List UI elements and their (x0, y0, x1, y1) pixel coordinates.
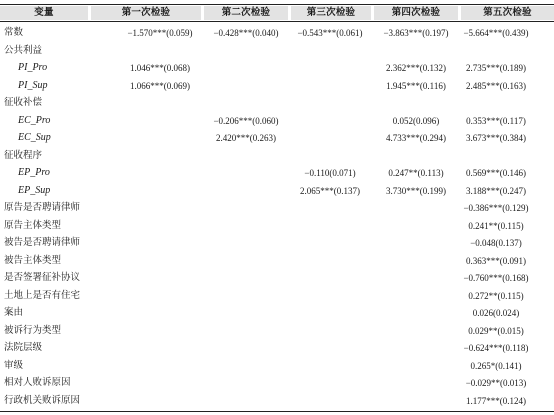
coef-cell-test-5: 3.673***(0.384) (466, 133, 526, 143)
table-row (0, 77, 554, 95)
coef-cell-test-2: −0.206***(0.060) (213, 115, 279, 126)
coef-cell-test-1 (110, 269, 210, 287)
coef-cell-test-3: 2.065***(0.137) (300, 185, 360, 196)
row-label: 原告主体类型 (4, 219, 62, 231)
coef-cell-test-2: −0.428***(0.040) (213, 28, 279, 38)
coef-cell-test-3 (280, 252, 380, 270)
coef-cell-test-4: 2.362***(0.132) (386, 63, 446, 73)
coef-cell-test-1 (110, 287, 210, 305)
coef-cell-test-1 (110, 357, 210, 375)
coef-cell-test-2: 2.420***(0.263) (216, 133, 276, 143)
coef-cell-test-5: 0.241**(0.115) (468, 220, 524, 231)
coef-cell-test-1 (110, 234, 210, 252)
coef-cell-test-3 (280, 269, 380, 287)
table-row (0, 147, 554, 165)
table-row (0, 182, 554, 200)
coef-cell-test-5: 2.485***(0.163) (466, 80, 526, 91)
row-label: 法院层级 (4, 342, 43, 353)
coef-cell-test-5: 2.735***(0.189) (466, 63, 526, 73)
coef-cell-test-5: 0.029**(0.015) (468, 325, 524, 336)
row-label: 审级 (4, 359, 24, 371)
coef-cell-test-1: 1.046***(0.068) (130, 63, 190, 73)
bottom-rule (0, 411, 554, 412)
table-row (0, 112, 554, 130)
header-test-2: 第二次检验 (204, 6, 288, 20)
coef-cell-test-3 (280, 357, 380, 375)
row-label: 案由 (4, 307, 24, 318)
header-rule (0, 21, 554, 22)
coef-cell-test-1 (110, 199, 210, 217)
table-row (0, 59, 554, 77)
coef-cell-test-5: −0.386***(0.129) (463, 203, 529, 213)
coef-cell-test-5: 0.353***(0.117) (466, 115, 526, 126)
row-label: 土地上是否有住宅 (4, 289, 81, 301)
table-row (0, 94, 554, 112)
coef-cell-test-5: 0.026(0.024) (472, 308, 520, 318)
row-sublabel: PI_Pro (18, 62, 48, 73)
table-row (0, 129, 554, 147)
row-label: 是否签署征补协议 (4, 272, 81, 283)
table-row (0, 269, 554, 287)
row-sublabel: PI_Sup (18, 79, 48, 91)
row-label: 行政机关败诉原因 (4, 394, 81, 406)
table-row (0, 252, 554, 270)
coef-cell-test-4: 1.945***(0.116) (386, 80, 446, 91)
table-row (0, 217, 554, 235)
table-row (0, 357, 554, 375)
table-row (0, 304, 554, 322)
coef-cell-test-1 (110, 112, 210, 130)
coef-cell-test-5: −0.760***(0.168) (463, 273, 529, 283)
coef-cell-test-3 (280, 129, 380, 147)
table-row (0, 374, 554, 392)
table-row (0, 164, 554, 182)
coef-cell-test-1: −1.570***(0.059) (127, 28, 193, 38)
coef-cell-test-1 (110, 339, 210, 357)
coef-cell-test-1: 1.066***(0.069) (130, 80, 190, 91)
coef-cell-test-5: 0.363***(0.091) (466, 255, 526, 266)
coef-cell-test-3 (280, 304, 380, 322)
coef-cell-test-3 (280, 217, 380, 235)
row-label: 原告是否聘请律师 (4, 202, 81, 213)
table-row (0, 339, 554, 357)
table-row (0, 392, 554, 410)
coef-cell-test-5 (446, 94, 546, 112)
table-row (0, 234, 554, 252)
coef-cell-test-1 (110, 94, 210, 112)
coef-cell-test-1 (110, 147, 210, 165)
coef-cell-test-3: −0.543***(0.061) (297, 28, 363, 38)
top-rule (0, 4, 554, 5)
coef-cell-test-4: 3.730***(0.199) (386, 185, 446, 196)
coef-cell-test-1 (110, 164, 210, 182)
coef-cell-test-5: 3.188***(0.247) (466, 185, 526, 196)
row-label: 常数 (4, 27, 24, 38)
coef-cell-test-1 (110, 182, 210, 200)
header-test-1: 第一次检验 (91, 6, 201, 20)
header-test-3: 第三次检验 (291, 6, 371, 20)
row-sublabel: EP_Sup (18, 184, 51, 196)
coef-cell-test-5: −0.624***(0.118) (463, 343, 529, 353)
coef-cell-test-1 (110, 252, 210, 270)
coef-cell-test-1 (110, 129, 210, 147)
coef-cell-test-3 (280, 287, 380, 305)
coef-cell-test-1 (110, 217, 210, 235)
row-label: 征收补偿 (4, 97, 43, 108)
coef-cell-test-5: 0.265*(0.141) (470, 360, 522, 371)
coef-cell-test-1 (110, 304, 210, 322)
coef-cell-test-5 (446, 42, 546, 60)
coef-cell-test-5: −5.664***(0.439) (463, 28, 529, 38)
row-sublabel: EC_Pro (18, 114, 51, 126)
coef-cell-test-3 (280, 42, 380, 60)
coef-cell-test-3 (280, 339, 380, 357)
coef-cell-test-5: 0.272**(0.115) (468, 290, 524, 301)
coef-cell-test-3 (280, 59, 380, 77)
coef-cell-test-5: 1.177***(0.124) (466, 395, 526, 406)
table-row (0, 287, 554, 305)
table-row (0, 24, 554, 42)
table-row (0, 42, 554, 60)
coef-cell-test-3 (280, 322, 380, 340)
coef-cell-test-4: 4.733***(0.294) (386, 133, 446, 143)
table-row (0, 322, 554, 340)
coef-cell-test-4: −3.863***(0.197) (383, 28, 449, 38)
coef-cell-test-3 (280, 94, 380, 112)
coef-cell-test-3 (280, 374, 380, 392)
header-variable: 变量 (0, 6, 88, 20)
coef-cell-test-1 (110, 322, 210, 340)
header-test-4: 第四次检验 (374, 6, 458, 20)
header-test-5: 第五次检验 (461, 6, 554, 20)
coef-cell-test-3 (280, 77, 380, 95)
coef-cell-test-1 (110, 392, 210, 410)
coef-cell-test-5: 0.569***(0.146) (466, 168, 526, 178)
coef-cell-test-3 (280, 234, 380, 252)
coef-cell-test-4: 0.247**(0.113) (388, 168, 444, 178)
row-sublabel: EC_Sup (18, 132, 51, 143)
coef-cell-test-5: −0.029**(0.013) (465, 378, 527, 388)
table-row (0, 199, 554, 217)
row-label: 被诉行为类型 (4, 324, 62, 336)
coef-cell-test-3 (280, 392, 380, 410)
coef-cell-test-5 (446, 147, 546, 165)
row-label: 征收程序 (4, 149, 43, 161)
row-label: 相对人败诉原因 (4, 377, 71, 388)
coef-cell-test-3: −0.110(0.071) (304, 168, 356, 178)
row-label: 被告是否聘请律师 (4, 237, 81, 248)
coef-cell-test-1 (110, 374, 210, 392)
coef-cell-test-4: 0.052(0.096) (392, 115, 440, 126)
coef-cell-test-1 (110, 42, 210, 60)
row-label: 被告主体类型 (4, 254, 62, 266)
row-sublabel: EP_Pro (18, 167, 50, 178)
coef-cell-test-3 (280, 147, 380, 165)
coef-cell-test-3 (280, 199, 380, 217)
coef-cell-test-5: −0.048(0.137) (470, 238, 522, 248)
row-label: 公共利益 (4, 44, 43, 56)
coef-cell-test-3 (280, 112, 380, 130)
